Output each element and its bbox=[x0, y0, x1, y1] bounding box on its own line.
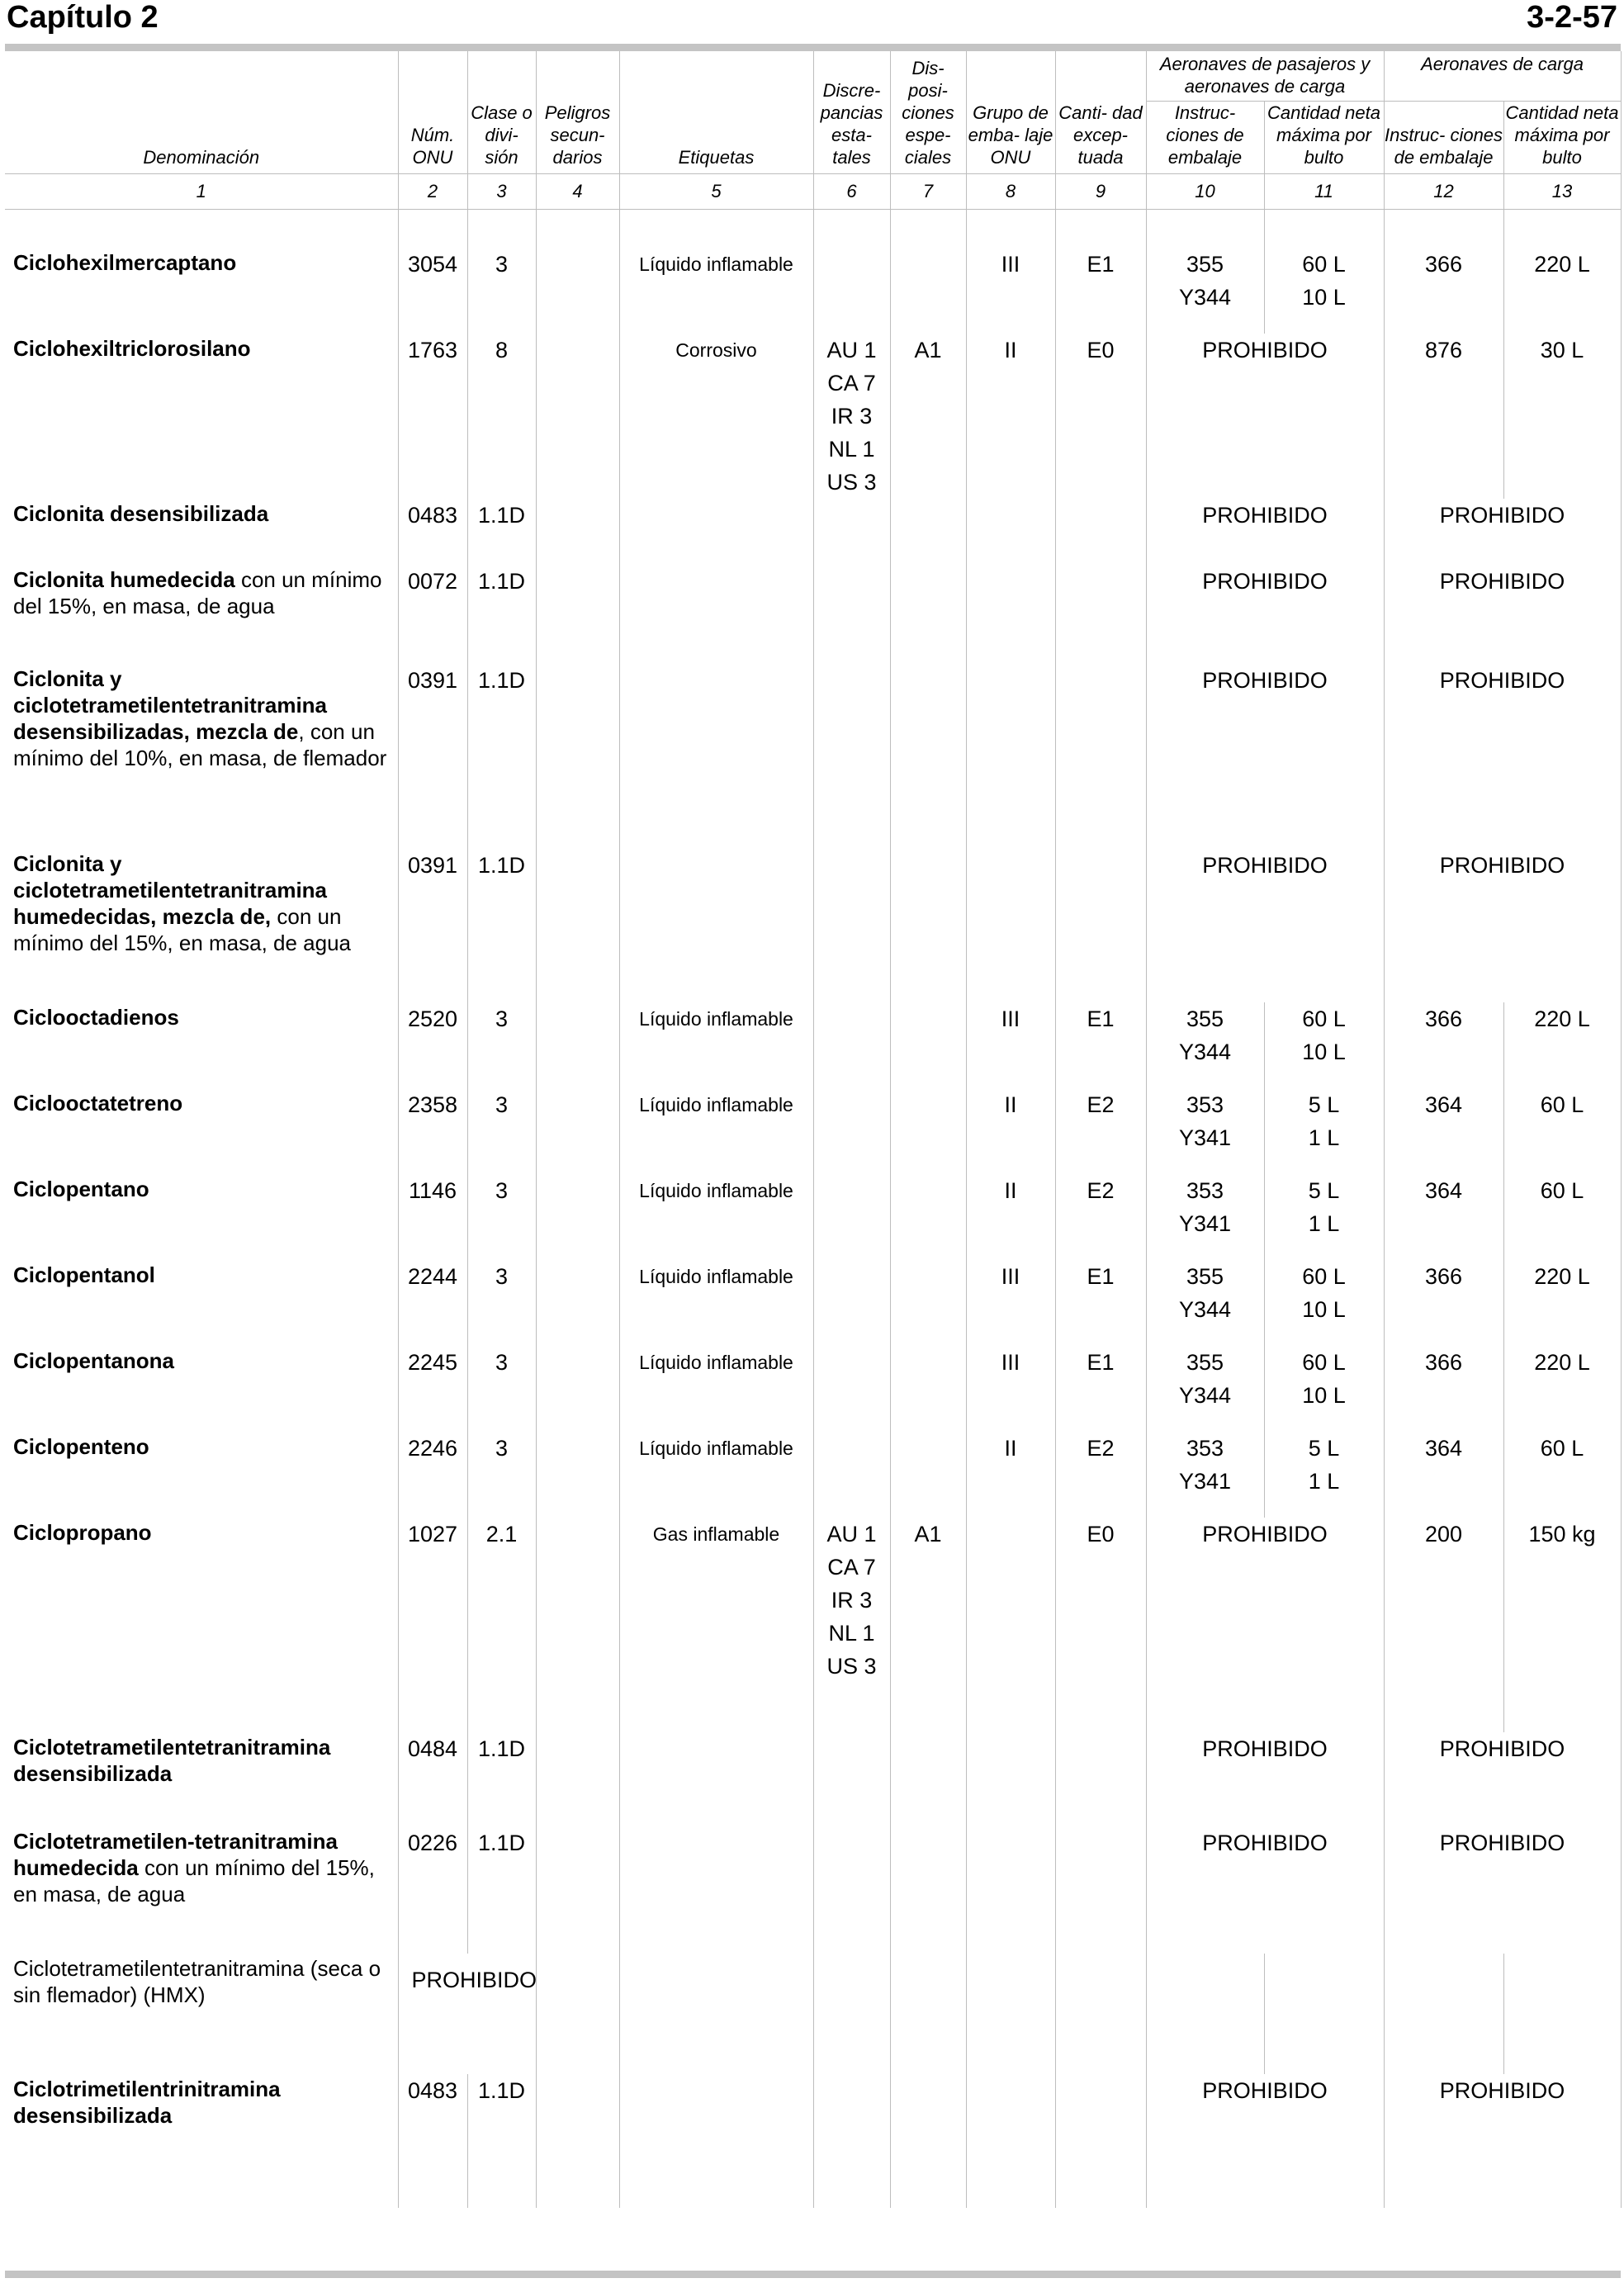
state-variations bbox=[813, 1260, 890, 1346]
packing-group: II bbox=[966, 1432, 1055, 1518]
substance-name-bold: Ciclopentanona bbox=[13, 1348, 175, 1373]
table-row bbox=[5, 1732, 1621, 1826]
state-variations bbox=[813, 565, 890, 664]
un-number: 0226 bbox=[398, 1826, 467, 1954]
table-row bbox=[5, 1260, 1621, 1346]
excepted-quantity bbox=[1055, 1826, 1146, 1954]
excepted-quantity: E1 bbox=[1055, 1002, 1146, 1088]
cargo-aircraft-prohibited: PROHIBIDO bbox=[1384, 2074, 1621, 2208]
cargo-aircraft-prohibited: PROHIBIDO bbox=[1384, 1732, 1621, 1826]
passenger-aircraft-prohibited: PROHIBIDO bbox=[1146, 334, 1384, 499]
substance-name-detail: con un mínimo del 15%, en masa, de agua bbox=[13, 567, 382, 618]
packing-group: III bbox=[966, 1346, 1055, 1432]
excepted-quantity: E2 bbox=[1055, 1088, 1146, 1174]
header-discrepancias: Discre- pancias esta- tales bbox=[813, 51, 890, 174]
hazard-label bbox=[619, 664, 813, 849]
class-division: 3 bbox=[467, 1088, 536, 1174]
excepted-quantity bbox=[1055, 849, 1146, 1002]
hazard-label: Líquido inflamable bbox=[619, 1432, 813, 1518]
passenger-max-quantity: 60 L 10 L bbox=[1264, 1346, 1384, 1432]
excepted-quantity: E1 bbox=[1055, 1346, 1146, 1432]
header-cantidad-exceptuada: Canti- dad excep- tuada bbox=[1055, 51, 1146, 174]
substance-name-bold: Ciclopentano bbox=[13, 1177, 149, 1201]
packing-group: III bbox=[966, 248, 1055, 334]
subsidiary-hazard bbox=[536, 334, 619, 499]
substance-name-bold: Ciclonita humedecida bbox=[13, 567, 235, 592]
subsidiary-hazard bbox=[536, 1174, 619, 1260]
hazard-label: Corrosivo bbox=[619, 334, 813, 499]
hazard-label bbox=[619, 565, 813, 664]
passenger-packing-instruction: 355 Y344 bbox=[1146, 248, 1264, 334]
passenger-max-quantity: 5 L 1 L bbox=[1264, 1174, 1384, 1260]
header-denominacion: Denominación bbox=[5, 51, 398, 174]
special-provisions bbox=[890, 849, 966, 1002]
header-pasajeros: Aeronaves de pasajeros y aeronaves de carga bbox=[1146, 51, 1384, 102]
hazard-label: Líquido inflamable bbox=[619, 1260, 813, 1346]
substance-name bbox=[5, 248, 398, 334]
col-number: 7 bbox=[890, 174, 966, 210]
cargo-max-quantity: 30 L bbox=[1503, 334, 1621, 499]
special-provisions bbox=[890, 1346, 966, 1432]
un-number: 2245 bbox=[398, 1346, 467, 1432]
header-peligros: Peligros secun- darios bbox=[536, 51, 619, 174]
un-number: 0391 bbox=[398, 664, 467, 849]
cargo-max-quantity: 60 L bbox=[1503, 1088, 1621, 1174]
state-variations: AU 1 CA 7 IR 3 NL 1 US 3 bbox=[813, 334, 890, 499]
substance-name-bold: Ciclooctatetreno bbox=[13, 1091, 183, 1115]
col-number: 2 bbox=[398, 174, 467, 210]
substance-name-detail: con un mínimo del 15%, en masa, de agua bbox=[13, 1855, 375, 1906]
cargo-packing-instruction: 366 bbox=[1384, 1002, 1503, 1088]
header-instr-carga: Instruc- ciones de embalaje bbox=[1384, 102, 1503, 174]
substance-name bbox=[5, 1732, 398, 1826]
passenger-max-quantity: 60 L 10 L bbox=[1264, 1002, 1384, 1088]
hazard-label bbox=[619, 2074, 813, 2208]
cargo-max-quantity: 150 kg bbox=[1503, 1518, 1621, 1732]
col-number: 12 bbox=[1384, 174, 1503, 210]
table-row bbox=[5, 849, 1621, 1002]
substance-name bbox=[5, 1826, 398, 1954]
substance-name-bold: Ciclotetrametilen-tetranitramina humedecida bbox=[13, 1829, 338, 1880]
substance-name bbox=[5, 664, 398, 849]
table-row bbox=[5, 1174, 1621, 1260]
substance-name-bold: Ciclonita y ciclotetrametilentetranitramina humedecidas, mezcla de, bbox=[13, 851, 328, 929]
substance-name bbox=[5, 1432, 398, 1518]
special-provisions bbox=[890, 565, 966, 664]
un-number: 0072 bbox=[398, 565, 467, 664]
un-number: 2244 bbox=[398, 1260, 467, 1346]
table-row bbox=[5, 1518, 1621, 1732]
class-division: 3 bbox=[467, 1174, 536, 1260]
passenger-max-quantity: 5 L 1 L bbox=[1264, 1432, 1384, 1518]
subsidiary-hazard bbox=[536, 1518, 619, 1732]
packing-group: III bbox=[966, 1002, 1055, 1088]
bottom-rule bbox=[5, 2271, 1621, 2278]
substance-name-bold: Ciclopropano bbox=[13, 1520, 152, 1545]
packing-group bbox=[966, 664, 1055, 849]
cargo-max-quantity: 60 L bbox=[1503, 1432, 1621, 1518]
col-number: 13 bbox=[1503, 174, 1621, 210]
table-row bbox=[5, 334, 1621, 499]
substance-name bbox=[5, 1260, 398, 1346]
page-number: 3-2-57 bbox=[1527, 0, 1617, 35]
packing-group: II bbox=[966, 334, 1055, 499]
col-number: 1 bbox=[5, 174, 398, 210]
hazard-label: Líquido inflamable bbox=[619, 1174, 813, 1260]
cargo-max-quantity: 220 L bbox=[1503, 1002, 1621, 1088]
passenger-packing-instruction: 355 Y344 bbox=[1146, 1002, 1264, 1088]
cargo-packing-instruction: 364 bbox=[1384, 1174, 1503, 1260]
table-row bbox=[5, 664, 1621, 849]
class-division: 3 bbox=[467, 248, 536, 334]
class-division: 1.1D bbox=[467, 664, 536, 849]
passenger-max-quantity: 5 L 1 L bbox=[1264, 1088, 1384, 1174]
passenger-packing-instruction: 353 Y341 bbox=[1146, 1088, 1264, 1174]
table-row bbox=[5, 1002, 1621, 1088]
substance-name-bold: Ciclopentanol bbox=[13, 1262, 155, 1287]
subsidiary-hazard bbox=[536, 499, 619, 565]
col-number: 5 bbox=[619, 174, 813, 210]
hazard-label: Gas inflamable bbox=[619, 1518, 813, 1732]
header-carga: Aeronaves de carga bbox=[1384, 51, 1621, 102]
special-provisions bbox=[890, 1732, 966, 1826]
un-number: 1027 bbox=[398, 1518, 467, 1732]
cargo-aircraft-prohibited: PROHIBIDO bbox=[1384, 849, 1621, 1002]
un-number: 1146 bbox=[398, 1174, 467, 1260]
header-grupo: Grupo de emba- laje ONU bbox=[966, 51, 1055, 174]
excepted-quantity: E0 bbox=[1055, 334, 1146, 499]
col-number: 9 bbox=[1055, 174, 1146, 210]
subsidiary-hazard bbox=[536, 1432, 619, 1518]
packing-group bbox=[966, 1518, 1055, 1732]
hazard-label bbox=[619, 499, 813, 565]
substance-name-bold: Ciclohexiltriclorosilano bbox=[13, 336, 251, 361]
table-row bbox=[5, 499, 1621, 565]
substance-name-bold: Ciclotetrametilentetranitramina desensibilizada bbox=[13, 1735, 331, 1786]
special-provisions bbox=[890, 1432, 966, 1518]
class-division: 1.1D bbox=[467, 2074, 536, 2208]
cargo-aircraft-prohibited: PROHIBIDO bbox=[1384, 565, 1621, 664]
class-division: 1.1D bbox=[467, 849, 536, 1002]
class-division: 8 bbox=[467, 334, 536, 499]
cargo-packing-instruction: 364 bbox=[1384, 1432, 1503, 1518]
un-number: 1763 bbox=[398, 334, 467, 499]
packing-group bbox=[966, 1826, 1055, 1954]
un-number: 0483 bbox=[398, 2074, 467, 2208]
special-provisions bbox=[890, 1826, 966, 1954]
subsidiary-hazard bbox=[536, 248, 619, 334]
excepted-quantity bbox=[1055, 664, 1146, 849]
state-variations bbox=[813, 849, 890, 1002]
cargo-max-quantity: 220 L bbox=[1503, 1260, 1621, 1346]
substance-name-detail: , con un mínimo del 10%, en masa, de flemador bbox=[13, 719, 387, 770]
packing-group: III bbox=[966, 1260, 1055, 1346]
class-division: 3 bbox=[467, 1002, 536, 1088]
state-variations bbox=[813, 1432, 890, 1518]
substance-name bbox=[5, 849, 398, 1002]
cargo-aircraft-prohibited: PROHIBIDO bbox=[1384, 499, 1621, 565]
excepted-quantity bbox=[1055, 565, 1146, 664]
table-row bbox=[5, 1432, 1621, 1518]
un-number: 0391 bbox=[398, 849, 467, 1002]
hazard-label bbox=[619, 1732, 813, 1826]
state-variations bbox=[813, 1826, 890, 1954]
passenger-aircraft-prohibited: PROHIBIDO bbox=[1146, 664, 1384, 849]
substance-name bbox=[5, 1088, 398, 1174]
cargo-packing-instruction: 366 bbox=[1384, 248, 1503, 334]
subsidiary-hazard bbox=[536, 1088, 619, 1174]
packing-group: II bbox=[966, 1174, 1055, 1260]
hazard-label: Líquido inflamable bbox=[619, 248, 813, 334]
substance-name-bold: Ciclohexilmercaptano bbox=[13, 250, 237, 275]
special-provisions bbox=[890, 499, 966, 565]
excepted-quantity: E0 bbox=[1055, 1518, 1146, 1732]
class-division: 3 bbox=[467, 1260, 536, 1346]
passenger-aircraft-prohibited: PROHIBIDO bbox=[1146, 1518, 1384, 1732]
substance-name-bold: Ciclonita desensibilizada bbox=[13, 501, 269, 526]
substance-name-bold: Ciclooctadienos bbox=[13, 1005, 179, 1030]
un-number: 3054 bbox=[398, 248, 467, 334]
un-number: 0484 bbox=[398, 1732, 467, 1826]
special-provisions: A1 bbox=[890, 1518, 966, 1732]
dangerous-goods-table bbox=[5, 51, 1622, 2208]
col-number: 6 bbox=[813, 174, 890, 210]
state-variations bbox=[813, 664, 890, 849]
subsidiary-hazard bbox=[536, 664, 619, 849]
excepted-quantity: E2 bbox=[1055, 1432, 1146, 1518]
class-division: 3 bbox=[467, 1432, 536, 1518]
special-provisions bbox=[890, 1002, 966, 1088]
hazard-label: Líquido inflamable bbox=[619, 1002, 813, 1088]
cargo-max-quantity: 60 L bbox=[1503, 1174, 1621, 1260]
class-division: 3 bbox=[467, 1346, 536, 1432]
substance-name bbox=[5, 499, 398, 565]
table-row bbox=[5, 565, 1621, 664]
header-clase: Clase o divi- sión bbox=[467, 51, 536, 174]
substance-name-bold: Ciclotrimetilentrinitramina desensibilizada bbox=[13, 2077, 281, 2128]
table-row bbox=[5, 2074, 1621, 2208]
special-provisions bbox=[890, 1260, 966, 1346]
packing-group bbox=[966, 499, 1055, 565]
passenger-max-quantity: 60 L 10 L bbox=[1264, 1260, 1384, 1346]
hazard-label: Líquido inflamable bbox=[619, 1088, 813, 1174]
excepted-quantity bbox=[1055, 2074, 1146, 2208]
top-rule bbox=[5, 44, 1621, 51]
packing-group: II bbox=[966, 1088, 1055, 1174]
class-division: 2.1 bbox=[467, 1518, 536, 1732]
passenger-aircraft-prohibited: PROHIBIDO bbox=[1146, 849, 1384, 1002]
passenger-packing-instruction: 355 Y344 bbox=[1146, 1346, 1264, 1432]
cargo-max-quantity: 220 L bbox=[1503, 1346, 1621, 1432]
substance-name bbox=[5, 1518, 398, 1732]
col-number: 11 bbox=[1264, 174, 1384, 210]
header-cant-pasajeros: Cantidad neta máxima por bulto bbox=[1264, 102, 1384, 174]
subsidiary-hazard bbox=[536, 1346, 619, 1432]
excepted-quantity: E1 bbox=[1055, 1260, 1146, 1346]
un-number: 2358 bbox=[398, 1088, 467, 1174]
class-division: 1.1D bbox=[467, 499, 536, 565]
state-variations: AU 1 CA 7 IR 3 NL 1 US 3 bbox=[813, 1518, 890, 1732]
un-number: 2246 bbox=[398, 1432, 467, 1518]
excepted-quantity: E2 bbox=[1055, 1174, 1146, 1260]
state-variations bbox=[813, 1174, 890, 1260]
excepted-quantity bbox=[1055, 499, 1146, 565]
chapter-title: Capítulo 2 bbox=[7, 0, 159, 35]
cargo-packing-instruction: 366 bbox=[1384, 1346, 1503, 1432]
header-disposiciones: Dis- posi- ciones espe- ciales bbox=[890, 51, 966, 174]
class-division: 1.1D bbox=[467, 1732, 536, 1826]
header-num-onu: Núm. ONU bbox=[398, 51, 467, 174]
subsidiary-hazard bbox=[536, 565, 619, 664]
subsidiary-hazard bbox=[536, 2074, 619, 2208]
packing-group bbox=[966, 2074, 1055, 2208]
col-number: 10 bbox=[1146, 174, 1264, 210]
table-row bbox=[5, 1088, 1621, 1174]
special-provisions: A1 bbox=[890, 334, 966, 499]
substance-name bbox=[5, 1002, 398, 1088]
cargo-max-quantity: 220 L bbox=[1503, 248, 1621, 334]
header-etiquetas: Etiquetas bbox=[619, 51, 813, 174]
special-provisions bbox=[890, 248, 966, 334]
cargo-packing-instruction: 200 bbox=[1384, 1518, 1503, 1732]
subsidiary-hazard bbox=[536, 849, 619, 1002]
header-cant-carga: Cantidad neta máxima por bulto bbox=[1503, 102, 1621, 174]
state-variations bbox=[813, 499, 890, 565]
class-division: 1.1D bbox=[467, 565, 536, 664]
substance-name bbox=[5, 2074, 398, 2208]
table-row bbox=[5, 1826, 1621, 1954]
passenger-aircraft-prohibited: PROHIBIDO bbox=[1146, 1826, 1384, 1954]
packing-group bbox=[966, 1732, 1055, 1826]
packing-group bbox=[966, 565, 1055, 664]
passenger-aircraft-prohibited: PROHIBIDO bbox=[1146, 499, 1384, 565]
state-variations bbox=[813, 1088, 890, 1174]
substance-name-detail: con un mínimo del 15%, en masa, de agua bbox=[13, 904, 352, 955]
substance-name bbox=[5, 334, 398, 499]
passenger-aircraft-prohibited: PROHIBIDO bbox=[1146, 1732, 1384, 1826]
subsidiary-hazard bbox=[536, 1826, 619, 1954]
passenger-packing-instruction: 353 Y341 bbox=[1146, 1174, 1264, 1260]
class-division: 1.1D bbox=[467, 1826, 536, 1954]
un-number: 0483 bbox=[398, 499, 467, 565]
subsidiary-hazard bbox=[536, 1732, 619, 1826]
table-row bbox=[5, 1346, 1621, 1432]
passenger-packing-instruction: 353 Y341 bbox=[1146, 1432, 1264, 1518]
state-variations bbox=[813, 1346, 890, 1432]
substance-name-bold: Ciclopenteno bbox=[13, 1434, 149, 1459]
col-number: 3 bbox=[467, 174, 536, 210]
special-provisions bbox=[890, 2074, 966, 2208]
state-variations bbox=[813, 1732, 890, 1826]
packing-group bbox=[966, 849, 1055, 1002]
cargo-aircraft-prohibited: PROHIBIDO bbox=[1384, 1826, 1621, 1954]
prohibited-text: PROHIBIDO bbox=[411, 1968, 537, 1992]
passenger-aircraft-prohibited: PROHIBIDO bbox=[1146, 565, 1384, 664]
passenger-aircraft-prohibited: PROHIBIDO bbox=[1146, 2074, 1384, 2208]
special-provisions bbox=[890, 1174, 966, 1260]
cargo-packing-instruction: 876 bbox=[1384, 334, 1503, 499]
cargo-packing-instruction: 366 bbox=[1384, 1260, 1503, 1346]
substance-name bbox=[5, 1346, 398, 1432]
header-instr-pasajeros: Instruc- ciones de embalaje bbox=[1146, 102, 1264, 174]
cargo-aircraft-prohibited: PROHIBIDO bbox=[1384, 664, 1621, 849]
state-variations bbox=[813, 2074, 890, 2208]
subsidiary-hazard bbox=[536, 1260, 619, 1346]
special-provisions bbox=[890, 664, 966, 849]
excepted-quantity: E1 bbox=[1055, 248, 1146, 334]
excepted-quantity bbox=[1055, 1732, 1146, 1826]
passenger-packing-instruction: 355 Y344 bbox=[1146, 1260, 1264, 1346]
hazard-label bbox=[619, 849, 813, 1002]
substance-name bbox=[5, 565, 398, 664]
subsidiary-hazard bbox=[536, 1002, 619, 1088]
passenger-max-quantity: 60 L 10 L bbox=[1264, 248, 1384, 334]
special-provisions bbox=[890, 1088, 966, 1174]
substance-name-detail: Ciclotetrametilentetranitramina (seca o sin flemador) (HMX) bbox=[13, 1956, 381, 2007]
table-row bbox=[5, 1954, 1621, 2074]
col-number: 8 bbox=[966, 174, 1055, 210]
state-variations bbox=[813, 248, 890, 334]
substance-name bbox=[5, 1174, 398, 1260]
col-number: 4 bbox=[536, 174, 619, 210]
state-variations bbox=[813, 1002, 890, 1088]
table-row bbox=[5, 248, 1621, 334]
cargo-packing-instruction: 364 bbox=[1384, 1088, 1503, 1174]
substance-name-bold: Ciclonita y ciclotetrametilentetranitramina desensibilizadas, mezcla de bbox=[13, 666, 328, 744]
un-number: 2520 bbox=[398, 1002, 467, 1088]
hazard-label bbox=[619, 1826, 813, 1954]
substance-name bbox=[5, 1954, 398, 2074]
hazard-label: Líquido inflamable bbox=[619, 1346, 813, 1432]
